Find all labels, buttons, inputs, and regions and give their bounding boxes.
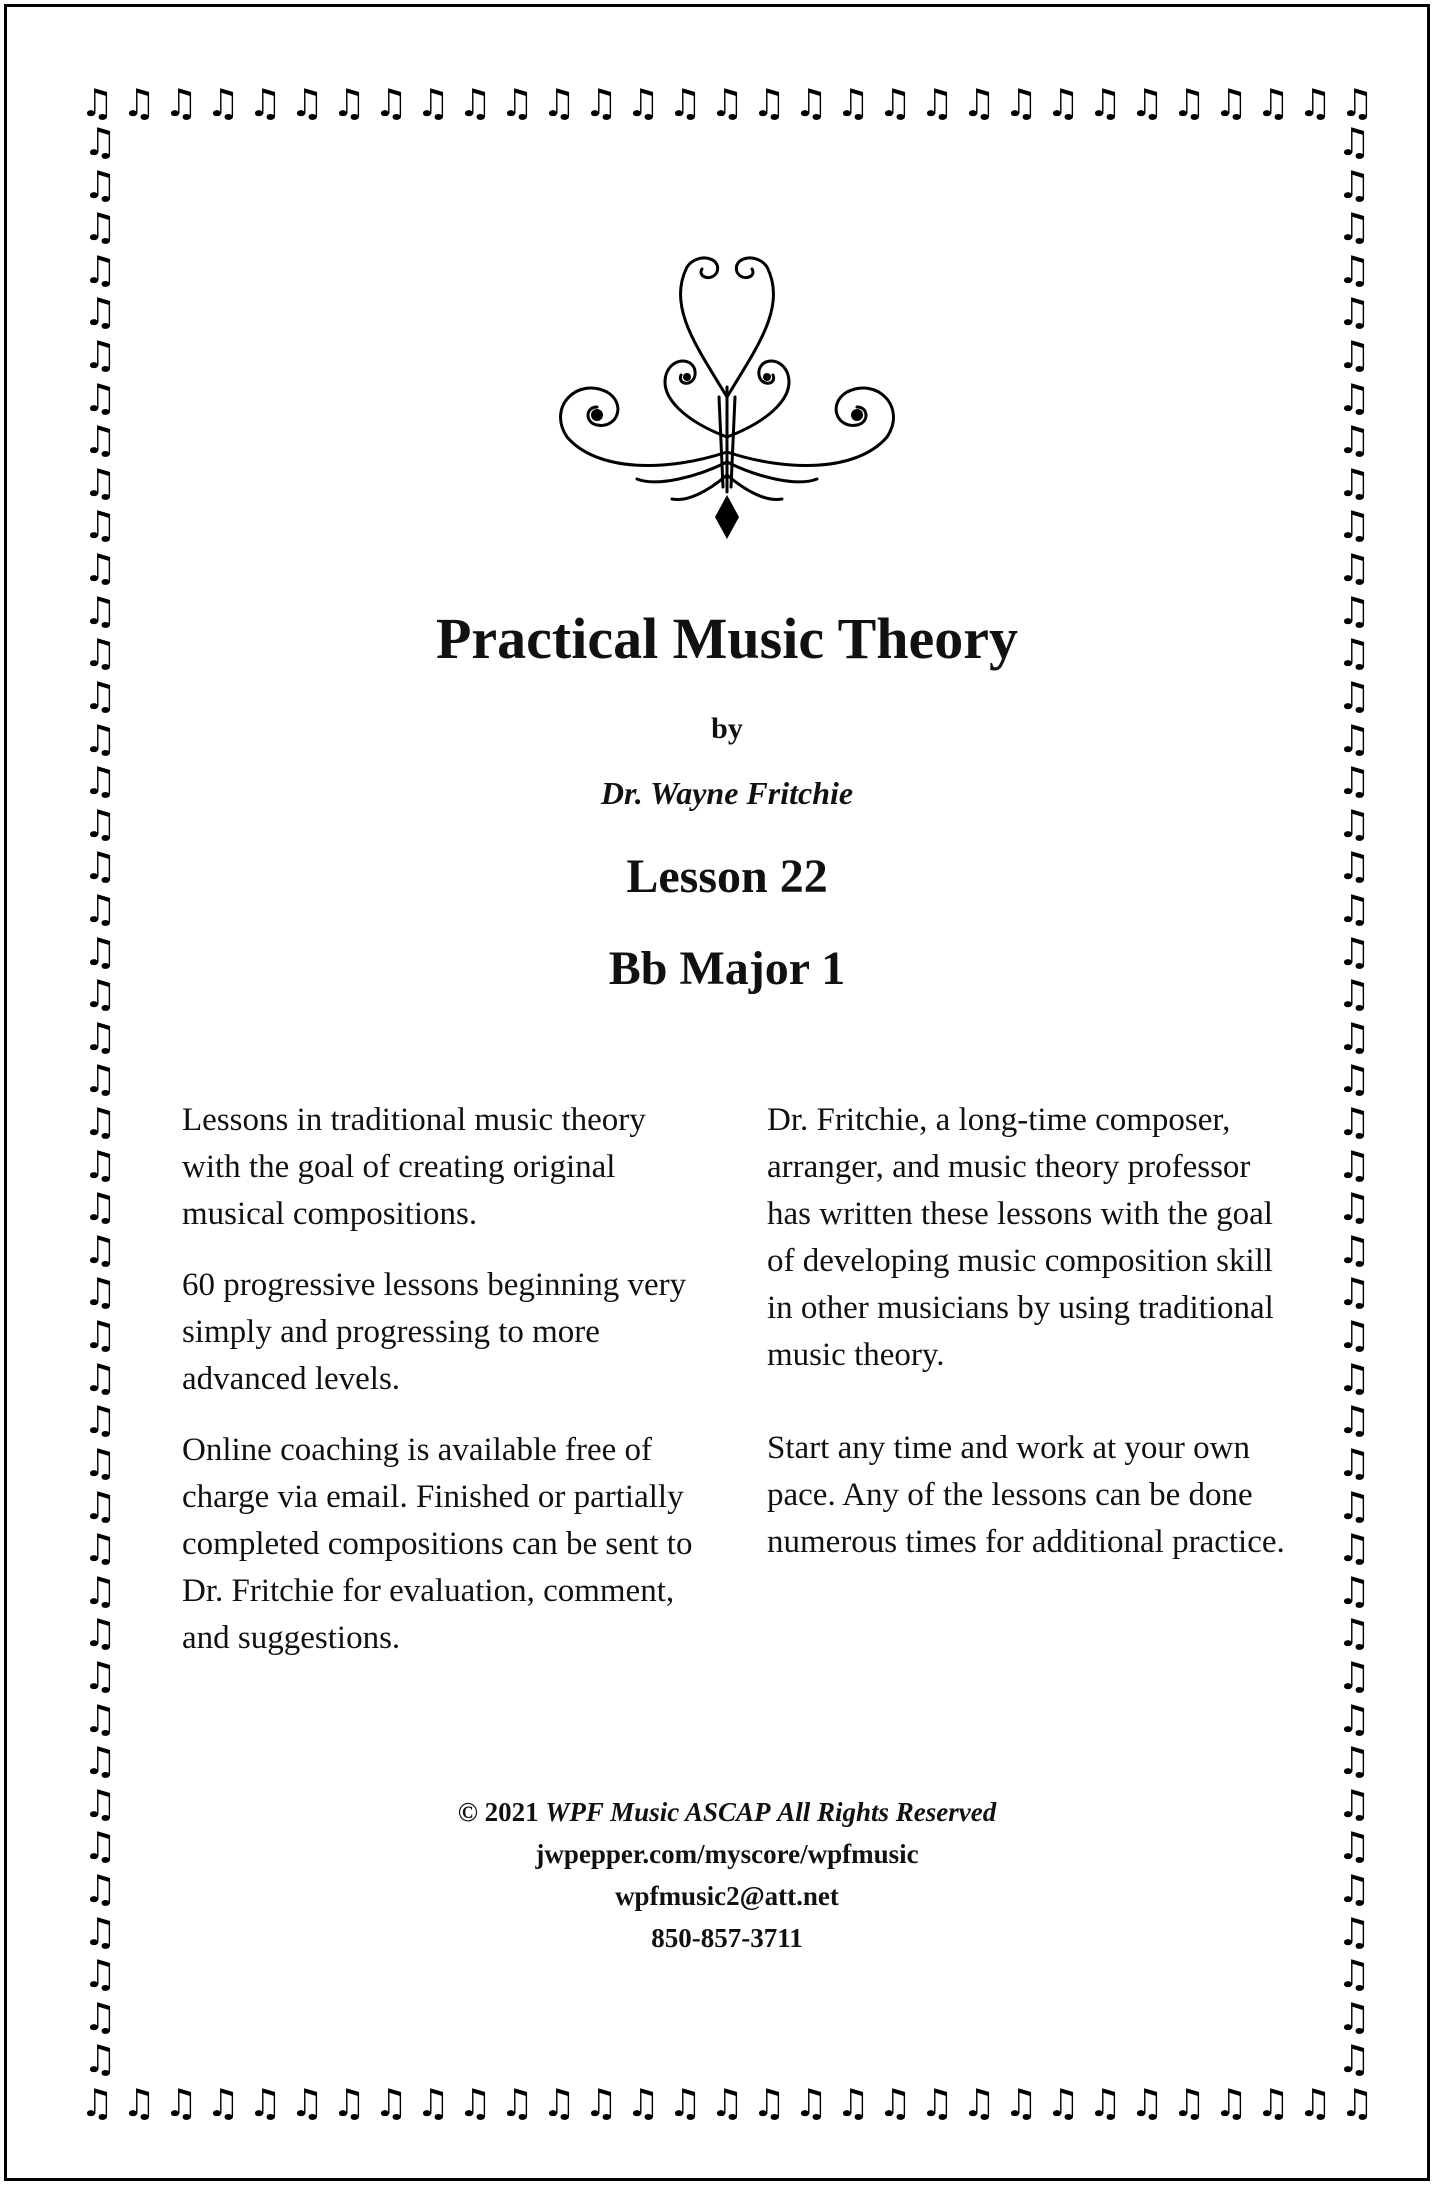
beamed-note-icon: ♫ bbox=[82, 1313, 118, 1358]
beamed-note-icon: ♫ bbox=[667, 81, 703, 125]
beamed-note-icon: ♫ bbox=[625, 2081, 661, 2125]
beamed-note-icon: ♫ bbox=[1213, 81, 1249, 125]
music-note-border-left bbox=[77, 123, 123, 2081]
beamed-note-icon: ♫ bbox=[82, 1824, 118, 1869]
music-note-border-bottom bbox=[77, 2081, 1377, 2127]
beamed-note-icon: ♫ bbox=[82, 1909, 118, 1954]
description-paragraph: Lessons in traditional music theory with the goal of creating original musical compositions. bbox=[182, 1102, 646, 1232]
beamed-note-icon: ♫ bbox=[877, 2081, 913, 2125]
beamed-note-icon: ♫ bbox=[82, 247, 118, 292]
beamed-note-icon: ♫ bbox=[1336, 1100, 1372, 1145]
description-paragraph: Start any time and work at your own pace. Any of the lessons can be done numerous times for additional practice. bbox=[767, 1430, 1285, 1560]
description-paragraph: Online coaching is available free of charge via email. Finished or partially completed compositions can be sent to Dr. Fritchie for evaluation, comment, and suggestions. bbox=[182, 1432, 693, 1656]
beamed-note-icon: ♫ bbox=[625, 81, 661, 125]
beamed-note-icon: ♫ bbox=[1336, 1611, 1372, 1656]
beamed-note-icon: ♫ bbox=[1336, 1057, 1372, 1102]
beamed-note-icon: ♫ bbox=[709, 81, 745, 125]
beamed-note-icon: ♫ bbox=[1336, 1185, 1372, 1230]
beamed-note-icon: ♫ bbox=[247, 81, 283, 125]
beamed-note-icon: ♫ bbox=[1336, 929, 1372, 974]
beamed-note-icon: ♫ bbox=[1255, 2081, 1291, 2125]
beamed-note-icon: ♫ bbox=[1336, 546, 1372, 591]
beamed-note-icon: ♫ bbox=[331, 2081, 367, 2125]
beamed-note-icon: ♫ bbox=[82, 1227, 118, 1272]
beamed-note-icon: ♫ bbox=[82, 375, 118, 420]
beamed-note-icon: ♫ bbox=[1087, 2081, 1123, 2125]
author-name: Dr. Wayne Fritchie bbox=[600, 775, 854, 811]
beamed-note-icon: ♫ bbox=[82, 1568, 118, 1613]
beamed-note-icon: ♫ bbox=[499, 81, 535, 125]
beamed-note-icon: ♫ bbox=[1336, 1781, 1372, 1826]
beamed-note-icon: ♫ bbox=[82, 716, 118, 761]
beamed-note-icon: ♫ bbox=[1336, 1483, 1372, 1528]
beamed-note-icon: ♫ bbox=[82, 460, 118, 505]
beamed-note-icon: ♫ bbox=[82, 844, 118, 889]
beamed-note-icon: ♫ bbox=[1336, 1014, 1372, 1059]
beamed-note-icon: ♫ bbox=[1336, 1270, 1372, 1315]
copyright-line bbox=[207, 1791, 1247, 1833]
beamed-note-icon: ♫ bbox=[415, 2081, 451, 2125]
beamed-note-icon: ♫ bbox=[961, 2081, 997, 2125]
beamed-note-icon: ♫ bbox=[82, 1014, 118, 1059]
beamed-note-icon: ♫ bbox=[415, 81, 451, 125]
beamed-note-icon: ♫ bbox=[1171, 2081, 1207, 2125]
beamed-note-icon: ♫ bbox=[1171, 81, 1207, 125]
beamed-note-icon: ♫ bbox=[1336, 247, 1372, 292]
beamed-note-icon: ♫ bbox=[1336, 162, 1372, 207]
beamed-note-icon: ♫ bbox=[82, 759, 118, 804]
cover-page bbox=[4, 4, 1430, 2181]
beamed-note-icon: ♫ bbox=[121, 2081, 157, 2125]
beamed-note-icon: ♫ bbox=[751, 81, 787, 125]
beamed-note-icon: ♫ bbox=[877, 81, 913, 125]
beamed-note-icon: ♫ bbox=[835, 81, 871, 125]
beamed-note-icon: ♫ bbox=[82, 1739, 118, 1784]
beamed-note-icon: ♫ bbox=[835, 2081, 871, 2125]
beamed-note-icon: ♫ bbox=[1336, 801, 1372, 846]
beamed-note-icon: ♫ bbox=[1129, 2081, 1165, 2125]
beamed-note-icon: ♫ bbox=[541, 81, 577, 125]
beamed-note-icon: ♫ bbox=[1045, 81, 1081, 125]
beamed-note-icon: ♫ bbox=[82, 1270, 118, 1315]
beamed-note-icon: ♫ bbox=[1336, 759, 1372, 804]
beamed-note-icon: ♫ bbox=[82, 1398, 118, 1443]
beamed-note-icon: ♫ bbox=[1336, 1739, 1372, 1784]
beamed-note-icon: ♫ bbox=[82, 588, 118, 633]
beamed-note-icon: ♫ bbox=[82, 1781, 118, 1826]
beamed-note-icon: ♫ bbox=[82, 418, 118, 463]
beamed-note-icon: ♫ bbox=[1297, 81, 1333, 125]
beamed-note-icon: ♫ bbox=[1087, 81, 1123, 125]
beamed-note-icon: ♫ bbox=[82, 1994, 118, 2039]
beamed-note-icon: ♫ bbox=[1336, 205, 1372, 250]
beamed-note-icon: ♫ bbox=[163, 2081, 199, 2125]
beamed-note-icon: ♫ bbox=[793, 81, 829, 125]
beamed-note-icon: ♫ bbox=[79, 81, 115, 125]
phone-line: 850-857-3711 bbox=[651, 1923, 803, 1953]
beamed-note-icon: ♫ bbox=[1336, 631, 1372, 676]
beamed-note-icon: ♫ bbox=[1336, 972, 1372, 1017]
beamed-note-icon: ♫ bbox=[82, 1866, 118, 1911]
beamed-note-icon: ♫ bbox=[82, 333, 118, 378]
beamed-note-icon: ♫ bbox=[457, 81, 493, 125]
beamed-note-icon: ♫ bbox=[82, 123, 118, 164]
beamed-note-icon: ♫ bbox=[1336, 1824, 1372, 1869]
beamed-note-icon: ♫ bbox=[82, 1355, 118, 1400]
beamed-note-icon: ♫ bbox=[1336, 673, 1372, 718]
beamed-note-icon: ♫ bbox=[205, 81, 241, 125]
lesson-number: Lesson 22 bbox=[626, 850, 828, 903]
beamed-note-icon: ♫ bbox=[1336, 716, 1372, 761]
beamed-note-icon: ♫ bbox=[709, 2081, 745, 2125]
beamed-note-icon: ♫ bbox=[1336, 1909, 1372, 1954]
beamed-note-icon: ♫ bbox=[919, 81, 955, 125]
beamed-note-icon: ♫ bbox=[82, 1653, 118, 1698]
flourish-ornament-icon bbox=[547, 247, 907, 557]
beamed-note-icon: ♫ bbox=[1339, 2081, 1375, 2125]
beamed-note-icon: ♫ bbox=[82, 2037, 118, 2081]
copyright-year: © 2021 bbox=[457, 1797, 539, 1827]
beamed-note-icon: ♫ bbox=[1336, 1227, 1372, 1272]
description-left-column bbox=[182, 1097, 702, 1686]
description-paragraph: Dr. Fritchie, a long-time composer, arranger, and music theory professor has written these lessons with the goal of developing music composition skill in other musicians by using traditional music theory. bbox=[767, 1102, 1274, 1373]
beamed-note-icon: ♫ bbox=[1336, 1440, 1372, 1485]
beamed-note-icon: ♫ bbox=[82, 1611, 118, 1656]
publisher-footer bbox=[207, 1791, 1247, 1959]
beamed-note-icon: ♫ bbox=[82, 801, 118, 846]
beamed-note-icon: ♫ bbox=[1003, 81, 1039, 125]
beamed-note-icon: ♫ bbox=[1255, 81, 1291, 125]
beamed-note-icon: ♫ bbox=[1336, 290, 1372, 335]
beamed-note-icon: ♫ bbox=[1003, 2081, 1039, 2125]
beamed-note-icon: ♫ bbox=[1336, 886, 1372, 931]
beamed-note-icon: ♫ bbox=[121, 81, 157, 125]
music-note-border-right bbox=[1331, 123, 1377, 2081]
beamed-note-icon: ♫ bbox=[82, 1142, 118, 1187]
beamed-note-icon: ♫ bbox=[793, 2081, 829, 2125]
beamed-note-icon: ♫ bbox=[1045, 2081, 1081, 2125]
beamed-note-icon: ♫ bbox=[82, 673, 118, 718]
beamed-note-icon: ♫ bbox=[1336, 1696, 1372, 1741]
beamed-note-icon: ♫ bbox=[331, 81, 367, 125]
beamed-note-icon: ♫ bbox=[1297, 2081, 1333, 2125]
beamed-note-icon: ♫ bbox=[82, 1483, 118, 1528]
description-right-column bbox=[767, 1097, 1287, 1590]
beamed-note-icon: ♫ bbox=[82, 1185, 118, 1230]
beamed-note-icon: ♫ bbox=[82, 546, 118, 591]
beamed-note-icon: ♫ bbox=[82, 1526, 118, 1571]
beamed-note-icon: ♫ bbox=[289, 2081, 325, 2125]
beamed-note-icon: ♫ bbox=[1336, 503, 1372, 548]
beamed-note-icon: ♫ bbox=[1336, 1313, 1372, 1358]
beamed-note-icon: ♫ bbox=[1336, 1526, 1372, 1571]
beamed-note-icon: ♫ bbox=[1336, 1142, 1372, 1187]
beamed-note-icon: ♫ bbox=[667, 2081, 703, 2125]
beamed-note-icon: ♫ bbox=[961, 81, 997, 125]
beamed-note-icon: ♫ bbox=[1336, 418, 1372, 463]
beamed-note-icon: ♫ bbox=[82, 1696, 118, 1741]
beamed-note-icon: ♫ bbox=[82, 1440, 118, 1485]
beamed-note-icon: ♫ bbox=[751, 2081, 787, 2125]
beamed-note-icon: ♫ bbox=[1336, 1398, 1372, 1443]
beamed-note-icon: ♫ bbox=[1336, 1568, 1372, 1613]
beamed-note-icon: ♫ bbox=[919, 2081, 955, 2125]
lesson-name: Bb Major 1 bbox=[608, 942, 846, 995]
beamed-note-icon: ♫ bbox=[1336, 2037, 1372, 2081]
beamed-note-icon: ♫ bbox=[82, 972, 118, 1017]
beamed-note-icon: ♫ bbox=[583, 81, 619, 125]
beamed-note-icon: ♫ bbox=[1336, 588, 1372, 633]
beamed-note-icon: ♫ bbox=[1336, 1866, 1372, 1911]
beamed-note-icon: ♫ bbox=[1336, 1653, 1372, 1698]
beamed-note-icon: ♫ bbox=[541, 2081, 577, 2125]
beamed-note-icon: ♫ bbox=[1336, 1994, 1372, 2039]
beamed-note-icon: ♫ bbox=[82, 886, 118, 931]
beamed-note-icon: ♫ bbox=[82, 1952, 118, 1997]
beamed-note-icon: ♫ bbox=[373, 81, 409, 125]
beamed-note-icon: ♫ bbox=[1339, 81, 1375, 125]
beamed-note-icon: ♫ bbox=[373, 2081, 409, 2125]
beamed-note-icon: ♫ bbox=[82, 1057, 118, 1102]
music-note-border-top bbox=[77, 81, 1377, 127]
publisher-name: WPF Music ASCAP bbox=[545, 1797, 771, 1827]
book-title: Practical Music Theory bbox=[435, 606, 1018, 671]
beamed-note-icon: ♫ bbox=[82, 503, 118, 548]
beamed-note-icon: ♫ bbox=[163, 81, 199, 125]
email-line: wpfmusic2@att.net bbox=[615, 1881, 839, 1911]
beamed-note-icon: ♫ bbox=[82, 205, 118, 250]
beamed-note-icon: ♫ bbox=[1336, 844, 1372, 889]
beamed-note-icon: ♫ bbox=[1336, 333, 1372, 378]
beamed-note-icon: ♫ bbox=[289, 81, 325, 125]
beamed-note-icon: ♫ bbox=[82, 929, 118, 974]
website-line: jwpepper.com/myscore/wpfmusic bbox=[535, 1839, 919, 1869]
beamed-note-icon: ♫ bbox=[82, 162, 118, 207]
beamed-note-icon: ♫ bbox=[1336, 123, 1372, 164]
beamed-note-icon: ♫ bbox=[205, 2081, 241, 2125]
beamed-note-icon: ♫ bbox=[82, 290, 118, 335]
beamed-note-icon: ♫ bbox=[1336, 460, 1372, 505]
beamed-note-icon: ♫ bbox=[457, 2081, 493, 2125]
beamed-note-icon: ♫ bbox=[247, 2081, 283, 2125]
beamed-note-icon: ♫ bbox=[1213, 2081, 1249, 2125]
beamed-note-icon: ♫ bbox=[1129, 81, 1165, 125]
beamed-note-icon: ♫ bbox=[82, 1100, 118, 1145]
description-paragraph: 60 progressive lessons beginning very simply and progressing to more advanced levels. bbox=[182, 1267, 687, 1397]
beamed-note-icon: ♫ bbox=[82, 631, 118, 676]
by-label: by bbox=[711, 712, 743, 745]
beamed-note-icon: ♫ bbox=[499, 2081, 535, 2125]
beamed-note-icon: ♫ bbox=[1336, 1355, 1372, 1400]
beamed-note-icon: ♫ bbox=[583, 2081, 619, 2125]
rights-statement: All Rights Reserved bbox=[777, 1797, 997, 1827]
beamed-note-icon: ♫ bbox=[1336, 1952, 1372, 1997]
beamed-note-icon: ♫ bbox=[79, 2081, 115, 2125]
beamed-note-icon: ♫ bbox=[1336, 375, 1372, 420]
